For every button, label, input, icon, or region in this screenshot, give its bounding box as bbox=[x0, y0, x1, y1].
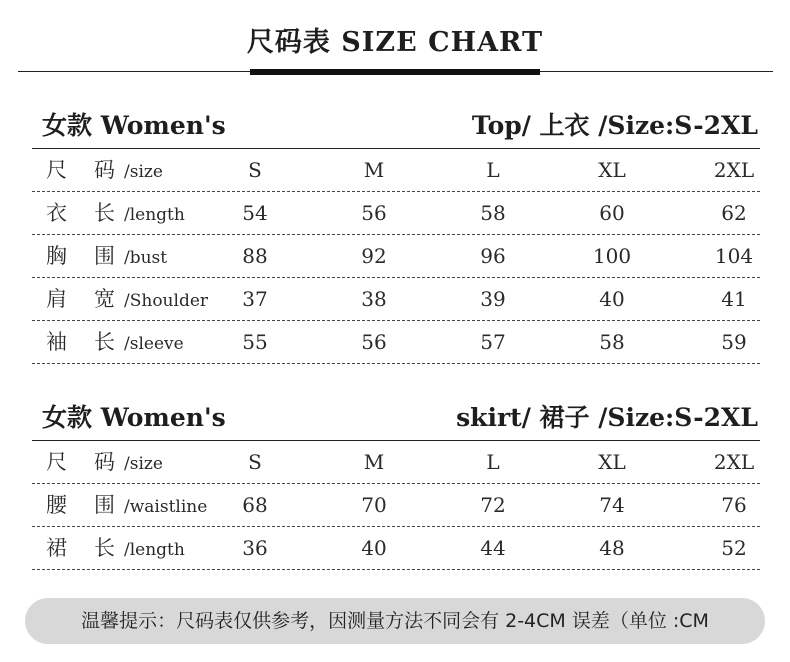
title-underline-bar bbox=[250, 69, 540, 75]
table-cell: M bbox=[363, 450, 385, 474]
table-cell: 39 bbox=[480, 287, 506, 311]
chart-header bbox=[0, 0, 790, 90]
table-cell: 96 bbox=[480, 244, 506, 268]
table-row-shoulder bbox=[32, 278, 760, 321]
table-cell: 2XL bbox=[713, 450, 755, 474]
table-cell: 70 bbox=[361, 493, 387, 517]
section-left-title: 女款 Women's bbox=[42, 403, 226, 432]
table-row-bust bbox=[32, 235, 760, 278]
table-cell: 100 bbox=[592, 244, 632, 268]
table-cell: 2XL bbox=[713, 158, 755, 182]
table-cell: 40 bbox=[599, 287, 625, 311]
top-size-table bbox=[32, 104, 760, 364]
table-cell: 104 bbox=[714, 244, 754, 268]
row-label-en: /length bbox=[124, 540, 185, 560]
row-label-zh: 衣 bbox=[46, 201, 67, 225]
row-label-zh: 长 bbox=[94, 536, 115, 560]
table-cell: 88 bbox=[242, 244, 268, 268]
row-label-zh: 长 bbox=[94, 201, 115, 225]
table-cell: S bbox=[248, 158, 262, 182]
row-label-zh: 肩 bbox=[46, 287, 67, 311]
section-right-title: skirt/ 裙子 /Size:S-2XL bbox=[456, 403, 758, 432]
row-label-zh: 尺 bbox=[46, 450, 67, 474]
row-label-zh: 袖 bbox=[46, 330, 67, 354]
table-cell: 57 bbox=[480, 330, 506, 354]
table-cell: L bbox=[486, 158, 500, 182]
table-cell: 62 bbox=[721, 201, 747, 225]
table-row-size bbox=[32, 149, 760, 192]
table-cell: 60 bbox=[599, 201, 625, 225]
table-cell: 48 bbox=[599, 536, 625, 560]
row-label-en: /waistline bbox=[124, 497, 208, 517]
table-cell: 68 bbox=[242, 493, 268, 517]
row-label-en: /size bbox=[124, 162, 163, 182]
table-cell: 76 bbox=[721, 493, 747, 517]
table-cell: 58 bbox=[480, 201, 506, 225]
section-header bbox=[32, 104, 760, 148]
table-cell: XL bbox=[598, 158, 626, 182]
table-cell: 44 bbox=[480, 536, 506, 560]
table-row-length bbox=[32, 527, 760, 570]
row-label-zh: 裙 bbox=[46, 536, 67, 560]
row-label-zh: 码 bbox=[94, 450, 115, 474]
section-right-title: Top/ 上衣 /Size:S-2XL bbox=[471, 111, 758, 140]
row-label-zh: 围 bbox=[94, 493, 115, 517]
table-cell: 40 bbox=[361, 536, 387, 560]
page-title: 尺码表 SIZE CHART bbox=[246, 27, 544, 58]
table-cell: 36 bbox=[242, 536, 268, 560]
table-cell: 55 bbox=[242, 330, 268, 354]
row-label-zh: 宽 bbox=[94, 287, 115, 311]
table-cell: 56 bbox=[361, 330, 387, 354]
row-label-zh: 尺 bbox=[46, 158, 67, 182]
row-label-zh: 胸 bbox=[46, 244, 67, 268]
table-row-waistline bbox=[32, 484, 760, 527]
table-cell: 74 bbox=[599, 493, 625, 517]
table-cell: 56 bbox=[361, 201, 387, 225]
table-row-sleeve bbox=[32, 321, 760, 364]
table-cell: 59 bbox=[721, 330, 747, 354]
row-label-en: /sleeve bbox=[124, 334, 184, 354]
table-cell: 38 bbox=[361, 287, 387, 311]
table-cell: L bbox=[486, 450, 500, 474]
row-label-zh: 码 bbox=[94, 158, 115, 182]
row-label-en: /bust bbox=[124, 248, 168, 268]
table-cell: 92 bbox=[361, 244, 387, 268]
table-cell: 37 bbox=[242, 287, 268, 311]
table-cell: 72 bbox=[480, 493, 506, 517]
section-left-title: 女款 Women's bbox=[42, 111, 226, 140]
measurement-note: 温馨提示：尺码表仅供参考，因测量方法不同会有 2-4CM 误差（单位 :CM bbox=[25, 598, 765, 644]
table-cell: 58 bbox=[599, 330, 625, 354]
table-cell: S bbox=[248, 450, 262, 474]
row-label-en: /length bbox=[124, 205, 185, 225]
row-label-zh: 围 bbox=[94, 244, 115, 268]
table-cell: M bbox=[363, 158, 385, 182]
table-row-length bbox=[32, 192, 760, 235]
skirt-size-table bbox=[32, 396, 760, 570]
table-cell: XL bbox=[598, 450, 626, 474]
table-cell: 54 bbox=[242, 201, 268, 225]
table-cell: 52 bbox=[721, 536, 747, 560]
section-header bbox=[32, 396, 760, 440]
row-label-en: /size bbox=[124, 454, 163, 474]
row-label-zh: 长 bbox=[94, 330, 115, 354]
table-cell: 41 bbox=[721, 287, 747, 311]
row-label-zh: 腰 bbox=[46, 493, 67, 517]
row-label-en: /Shoulder bbox=[124, 291, 209, 311]
table-row-size bbox=[32, 441, 760, 484]
